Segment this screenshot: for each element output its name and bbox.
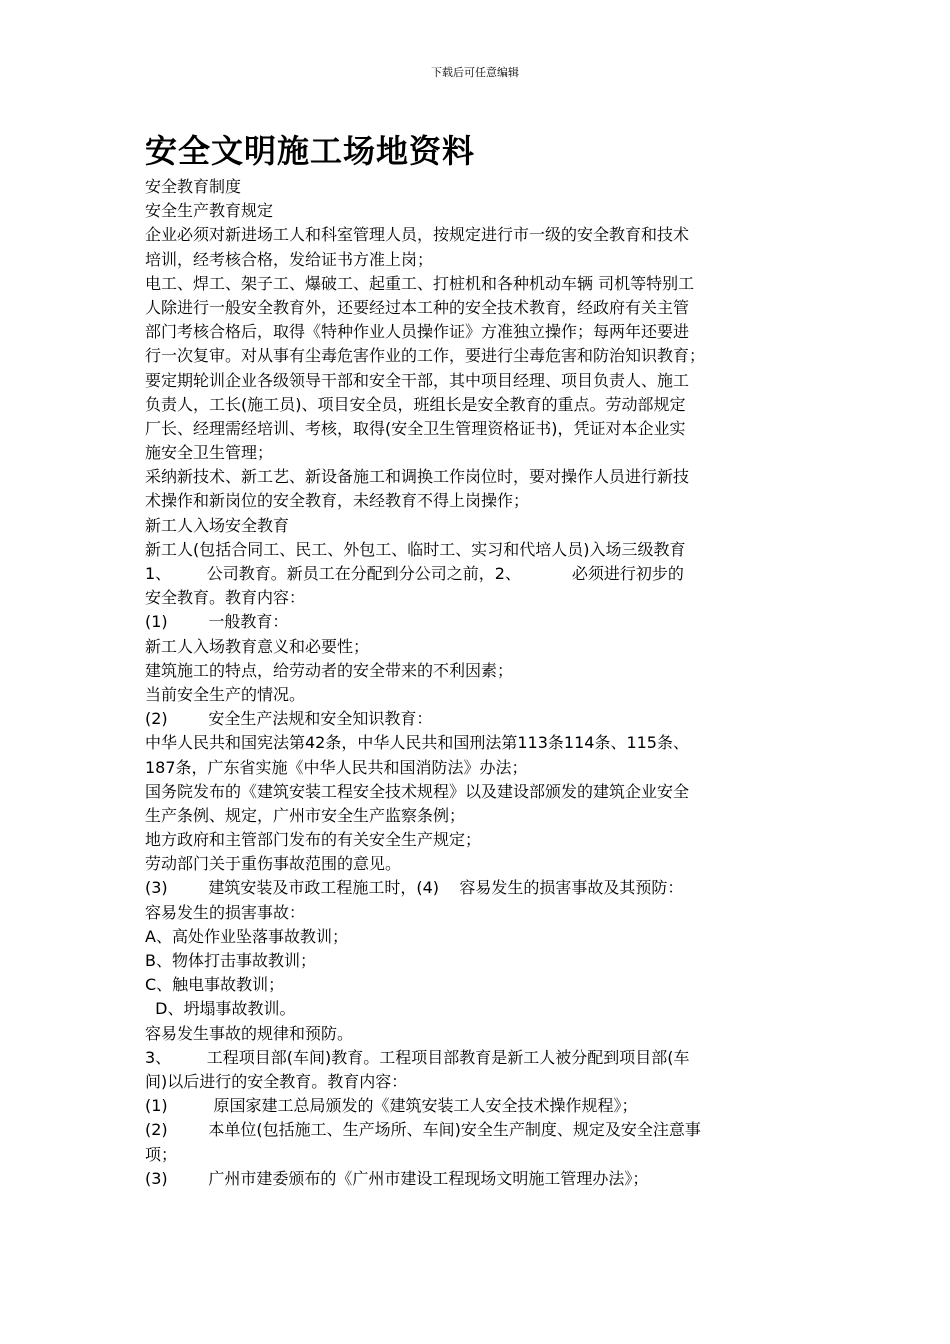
text-line: (1) 原国家建工总局颁发的《建筑安装工人安全技术操作规程》； (145, 1096, 638, 1116)
text-line: 要定期轮训企业各级领导干部和安全干部，其中项目经理、项目负责人、施工 (145, 370, 690, 390)
text-line: 1、 公司教育。新员工在分配到分公司之前，2、 必须进行初步的 (145, 564, 684, 583)
text-line: 建筑施工的特点，给劳动者的安全带来的不利因素； (145, 660, 514, 680)
text-line: 施安全卫生管理； (145, 443, 274, 463)
text-line: 新工人入场教育意义和必要性； (145, 636, 370, 656)
text-line: 当前安全生产的情况。 (145, 684, 306, 704)
text-line: (1) 一般教育： (145, 612, 289, 632)
text-line: 容易发生事故的规律和预防。 (145, 1023, 354, 1043)
text-line: 地方政府和主管部门发布的有关安全生产规定； (145, 830, 482, 850)
text-line: 术操作和新岗位的安全教育，未经教育不得上岗操作； (145, 491, 530, 511)
text-line: (3) 建筑安装及市政工程施工时，(4) 容易发生的损害事故及其预防： (145, 878, 684, 898)
text-line: D、坍塌事故教训。 (145, 999, 296, 1019)
text-line: 厂长、经理需经培训、考核，取得(安全卫生管理资格证书)，凭证对本企业实 (145, 418, 686, 438)
text-line: 行一次复审。对从事有尘毒危害作业的工作，要进行尘毒危害和防治知识教育； (145, 346, 706, 366)
text-line: 安全教育制度 (145, 177, 242, 196)
text-line: (3) 广州市建委颁布的《广州市建设工程现场文明施工管理办法》； (145, 1168, 649, 1188)
text-line: 新工人(包括合同工、民工、外包工、临时工、实习和代培人员)入场三级教育 (145, 539, 686, 559)
text-line: 生产条例、规定，广州市安全生产监察条例； (145, 805, 466, 825)
text-line: 项； (145, 1144, 178, 1164)
text-line: 培训，经考核合格，发给证书方准上岗； (145, 249, 434, 269)
text-line: 国务院发布的《建筑安装工程安全技术规程》以及建设部颁发的建筑企业安全 (145, 781, 690, 801)
text-line: 负责人，工长(施工员)、项目安全员，班组长是安全教育的重点。劳动部规定 (145, 394, 686, 414)
text-line: 人除进行一般安全教育外，还要经过本工种的安全技术教育，经政府有关主管 (145, 297, 690, 317)
page-header-note: 下载后可任意编辑 (431, 66, 519, 79)
text-line: (2) 安全生产法规和安全知识教育： (145, 709, 433, 729)
document-body (145, 175, 815, 1191)
text-line: 部门考核合格后，取得《特种作业人员操作证》方准独立操作；每两年还要进 (145, 322, 690, 342)
text-line: C、触电事故教训； (145, 975, 285, 995)
text-line: 容易发生的损害事故： (145, 902, 306, 922)
text-line: 3、 工程项目部(车间)教育。工程项目部教育是新工人被分配到项目部(车 (145, 1047, 690, 1067)
text-line: 劳动部门关于重伤事故范围的意见。 (145, 854, 402, 874)
text-line: 安全生产教育规定 (145, 201, 274, 221)
text-line: 新工人入场安全教育 (145, 515, 290, 535)
text-line: A、高处作业坠落事故教训； (145, 926, 348, 946)
text-line: 安全教育。教育内容： (145, 588, 306, 608)
text-line: 中华人民共和国宪法第42条，中华人民共和国刑法第113条114条、115条、 (145, 733, 689, 753)
text-line: 间)以后进行的安全教育。教育内容： (145, 1071, 408, 1091)
text-line: 企业必须对新进场工人和科室管理人员，按规定进行市一级的安全教育和技术 (145, 225, 690, 245)
text-line: (2) 本单位(包括施工、生产场所、车间)安全生产制度、规定及安全注意事 (145, 1120, 701, 1140)
document-title: 安全文明施工场地资料 (145, 132, 476, 170)
text-line: B、物体打击事故教训； (145, 951, 316, 970)
text-line: 电工、焊工、架子工、爆破工、起重工、打桩机和各种机动车辆 司机等特别工 (145, 273, 695, 293)
text-line: 187条，广东省实施《中华人民共和国消防法》办法； (145, 757, 528, 777)
text-line: 采纳新技术、新工艺、新设备施工和调换工作岗位时，要对操作人员进行新技 (145, 467, 690, 487)
